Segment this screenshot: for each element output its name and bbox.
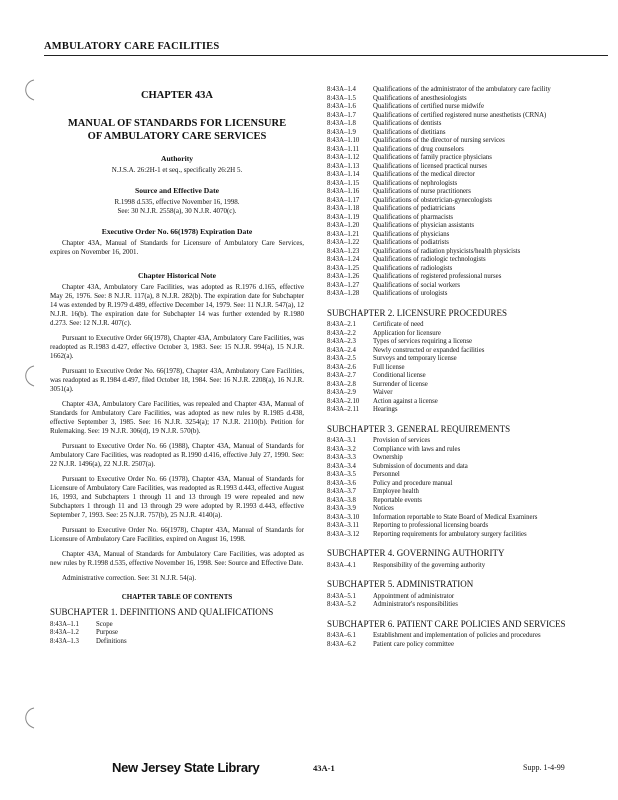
section-number: 8:43A–3.10: [327, 513, 360, 521]
toc-entry: [327, 446, 593, 455]
subchapter-title: SUBCHAPTER 6. PATIENT CARE POLICIES AND SERVICES: [327, 618, 566, 629]
toc-entry: [327, 231, 593, 240]
section-title: Qualifications of dentists: [373, 120, 442, 127]
section-number: 8:43A–5.2: [327, 601, 356, 608]
section-number: 8:43A–2.4: [327, 346, 356, 354]
section-title: Qualifications of anesthesiologists: [373, 94, 467, 102]
section-title: Personnel: [373, 471, 400, 478]
section-number: 8:43A–3.12: [327, 530, 360, 538]
history-paragraph: Pursuant to Executive Order 66(1978), Chapter 43A, Ambulatory Care Facilities, was readopted as R.1983 d.427, effective October 3, 1983. See: 15 N.J.R. 994(a), 15 N.J.R. 1662(a).: [50, 334, 304, 360]
section-number: 8:43A–3.5: [327, 471, 356, 478]
toc-entry: [327, 601, 593, 610]
toc-entry: [327, 514, 593, 523]
section-title: Types of services requiring a license: [373, 338, 472, 345]
section-title: Qualifications of pharmacists: [373, 213, 454, 221]
toc-subchapter: [327, 308, 593, 415]
section-title: Appointment of administrator: [373, 592, 455, 600]
section-number: 8:43A–2.2: [327, 329, 356, 337]
section-number: 8:43A–2.8: [327, 380, 356, 388]
section-title: Establishment and implementation of policies and procedures: [373, 632, 541, 639]
section-title: Qualifications of nephrologists: [373, 179, 458, 187]
section-title: Information reportable to State Board of Medical Examiners: [373, 513, 538, 521]
section-title: Employee health: [373, 488, 419, 495]
section-number: 8:43A–1.13: [327, 162, 360, 170]
subchapter-title: SUBCHAPTER 3. GENERAL REQUIREMENTS: [327, 423, 511, 434]
history-paragraph: Chapter 43A, Manual of Standards for Ambulatory Care Facilities, was adopted as new rules by R.1998 d.535, effective November 16, 1998. See: Source and Effective Date.: [50, 550, 304, 567]
section-title: Qualifications of dietitians: [373, 128, 446, 136]
section-number: 8:43A–3.1: [327, 437, 356, 444]
section-title: Reportable events: [373, 496, 422, 504]
toc-entry: [327, 120, 593, 129]
section-title: Qualifications of drug counselors: [373, 145, 464, 153]
section-number: 8:43A–3.3: [327, 454, 356, 461]
header-rule: [44, 55, 608, 56]
expiration-heading: Executive Order No. 66(1978) Expiration Date: [101, 227, 253, 236]
chapter-title-line: OF AMBULATORY CARE SERVICES: [87, 131, 267, 142]
section-number: 8:43A–1.18: [327, 205, 360, 212]
section-title: Qualifications of licensed practical nurses: [373, 162, 487, 170]
toc-subchapter: [327, 579, 593, 610]
toc-entry: [327, 372, 593, 381]
source-line: See: 30 N.J.R. 2558(a), 30 N.J.R. 4070(c).: [117, 207, 237, 215]
toc-entry: [327, 95, 593, 104]
toc-entry: [327, 137, 593, 146]
toc-entry: [327, 112, 593, 121]
expiration-text: Chapter 43A, Manual of Standards for Licensure of Ambulatory Care Services, expires on November 16, 2001.: [50, 239, 304, 256]
history-paragraph: Pursuant to Executive Order No. 66(1978), Chapter 43A, Manual of Standards for Licensure of Ambulatory Care Facilities, expired on August 16, 1998.: [50, 526, 304, 543]
subchapter-title: SUBCHAPTER 2. LICENSURE PROCEDURES: [327, 307, 508, 318]
section-title: Full license: [373, 363, 405, 371]
section-title: Reporting to professional licensing boards: [373, 522, 489, 529]
section-title: Scope: [96, 620, 113, 628]
section-title: Qualifications of podiatrists: [373, 239, 449, 246]
section-number: 8:43A–1.9: [327, 128, 356, 136]
history-heading: Chapter Historical Note: [138, 271, 216, 280]
binder-hole-mark: [18, 364, 38, 388]
section-title: Patient care policy committee: [373, 640, 454, 648]
toc-entry: [327, 347, 593, 356]
toc-entry: [327, 129, 593, 138]
section-title: Waiver: [373, 389, 393, 396]
toc-entry: [327, 406, 593, 415]
section-title: Policy and procedure manual: [373, 479, 453, 487]
left-column: [50, 86, 304, 646]
source-heading: Source and Effective Date: [134, 186, 219, 195]
section-number: 8:43A–1.22: [327, 239, 360, 246]
toc-left: [50, 607, 304, 646]
section-number: 8:43A–1.27: [327, 281, 360, 289]
section-number: 8:43A–3.9: [327, 505, 356, 512]
section-number: 8:43A–1.20: [327, 222, 360, 229]
section-number: 8:43A–1.28: [327, 290, 360, 297]
library-watermark: New Jersey State Library: [112, 760, 260, 775]
running-head: AMBULATORY CARE FACILITIES: [44, 41, 220, 52]
section-number: 8:43A–1.11: [327, 145, 360, 153]
toc-subchapter: [327, 548, 593, 570]
section-title: Qualifications of physicians: [373, 230, 450, 238]
binder-hole-mark: [18, 78, 38, 102]
toc-entry: [327, 338, 593, 347]
section-title: Qualifications of radiologists: [373, 264, 453, 272]
toc-entry: [327, 163, 593, 172]
section-title: Qualifications of urologists: [373, 290, 448, 297]
section-number: 8:43A–3.7: [327, 488, 356, 495]
section-number: 8:43A–2.1: [327, 321, 356, 328]
section-title: Qualifications of certified nurse midwife: [373, 103, 484, 110]
toc-entry: [327, 497, 593, 506]
section-number: 8:43A–3.2: [327, 445, 356, 453]
section-number: 8:43A–1.14: [327, 171, 360, 178]
section-title: Administrator's responsibilities: [373, 601, 458, 608]
toc-entry: [327, 154, 593, 163]
subchapter-title: SUBCHAPTER 1. DEFINITIONS AND QUALIFICATIONS: [50, 607, 274, 617]
source-line: R.1998 d.535, effective November 16, 1998.: [114, 198, 240, 206]
history-paragraph: Administrative correction. See: 31 N.J.R. 54(a).: [62, 574, 197, 582]
section-title: Ownership: [373, 454, 403, 461]
toc-entry: [327, 522, 593, 531]
supplement-date: Supp. 1-4-99: [523, 763, 565, 772]
section-number: 8:43A–5.1: [327, 592, 356, 600]
section-number: 8:43A–1.7: [327, 111, 356, 119]
page-number: 43A-1: [313, 763, 335, 773]
section-number: 8:43A–1.3: [50, 637, 79, 645]
section-number: 8:43A–1.25: [327, 264, 360, 272]
history-paragraph: Pursuant to Executive Order No. 66(1978), Chapter 43A, Ambulatory Care Facilities, was readopted as R.1984 d.497, filed October 18, 1984. See: 16 N.J.R. 2208(a), 16 N.J.R. 3051(a).: [50, 367, 304, 393]
section-title: Certificate of need: [373, 321, 424, 328]
subchapter-title: SUBCHAPTER 5. ADMINISTRATION: [327, 579, 474, 589]
toc-entry: [327, 488, 593, 497]
section-number: 8:43A–2.5: [327, 355, 356, 362]
chapter-title-line: MANUAL OF STANDARDS FOR LICENSURE: [67, 118, 287, 129]
section-number: 8:43A–3.11: [327, 522, 360, 529]
section-number: 8:43A–6.1: [327, 632, 356, 639]
toc-subchapter: [50, 607, 304, 646]
toc-entry: [327, 364, 593, 373]
toc-entry: [327, 454, 593, 463]
history-paragraph: Chapter 43A, Ambulatory Care Facilities, was adopted as R.1976 d.165, effective May 26, 1976. See: 8 N.J.R. 117(a), 8 N.J.R. 282(b). The expiration date for Subchapter 14 was extended by R.1979 d.489, effective December 14, 1979. See: 11 N.J.R. 547(a), 12 N.J.R. 16(b). The expiration date for Subchapter 14 was further extended by R.1980 d.273. See: 12 N.J.R. 407(c).: [50, 283, 304, 327]
history-paragraph: Pursuant to Executive Order No. 66 (1988), Chapter 43A, Manual of Standards for Ambulatory Care Facilities, was readopted as R.1990 d.416, effective July 27, 1990. See: 22 N.J.R. 1496(a), 22 N.J.R. 2507(a).: [50, 442, 304, 468]
toc-entry: [327, 171, 593, 180]
section-number: 8:43A–1.8: [327, 120, 356, 127]
section-title: Surveys and temporary license: [373, 355, 457, 362]
section-number: 8:43A–2.6: [327, 363, 356, 371]
section-number: 8:43A–1.6: [327, 103, 356, 110]
toc-subchapter: [327, 424, 593, 540]
section-title: Qualifications of registered professional nurses: [373, 273, 502, 280]
toc-entry: [327, 180, 593, 189]
toc-entry: [327, 531, 593, 540]
toc-entry: [327, 505, 593, 514]
binder-hole-mark: [18, 706, 38, 730]
toc-entry: [327, 355, 593, 364]
section-title: Qualifications of obstetrician-gynecologists: [373, 196, 492, 204]
section-number: 8:43A–1.26: [327, 273, 360, 280]
section-number: 8:43A–1.17: [327, 196, 360, 204]
toc-heading: CHAPTER TABLE OF CONTENTS: [121, 593, 233, 601]
section-title: Qualifications of radiation physicists/health physicists: [373, 247, 521, 255]
section-title: Qualifications of physician assistants: [373, 222, 474, 229]
toc-entry: [327, 205, 593, 214]
toc-entry: [327, 389, 593, 398]
toc-entry: [327, 562, 593, 571]
subchapter-title: SUBCHAPTER 4. GOVERNING AUTHORITY: [327, 548, 505, 558]
section-number: 8:43A–1.21: [327, 230, 360, 238]
toc-entry: [327, 398, 593, 407]
toc-entry: [327, 197, 593, 206]
section-number: 8:43A–1.12: [327, 154, 360, 161]
toc-entry: [327, 222, 593, 231]
section-number: 8:43A–4.1: [327, 561, 356, 569]
toc-entry: [327, 282, 593, 291]
section-title: Submission of documents and data: [373, 462, 468, 470]
chapter-number: CHAPTER 43A: [140, 90, 214, 101]
toc-entry: [327, 632, 593, 641]
section-title: Notices: [373, 505, 394, 512]
section-title: Qualifications of family practice physicians: [373, 154, 492, 161]
toc-entry: [50, 638, 304, 647]
section-number: 8:43A–1.24: [327, 256, 360, 263]
toc-entry: [327, 86, 593, 95]
section-title: Qualifications of social workers: [373, 281, 461, 289]
section-number: 8:43A–2.10: [327, 397, 360, 405]
section-title: Qualifications of nurse practitioners: [373, 188, 471, 195]
section-number: 8:43A–2.3: [327, 338, 356, 345]
toc-entry: [327, 593, 593, 602]
section-title: Action against a license: [373, 397, 438, 405]
toc-entry: [327, 471, 593, 480]
section-title: Surrender of license: [373, 380, 428, 388]
section-number: 8:43A–3.6: [327, 479, 356, 487]
section-number: 8:43A–1.1: [50, 620, 79, 628]
section-title: Definitions: [96, 637, 127, 645]
section-title: Conditional license: [373, 372, 426, 379]
section-title: Qualifications of certified registered nurse anesthetists (CRNA): [373, 111, 547, 119]
section-number: 8:43A–1.4: [327, 86, 356, 93]
toc-entry: [327, 214, 593, 223]
section-title: Newly constructed or expanded facilities: [373, 346, 485, 354]
toc-subchapter-1-continued: [327, 86, 593, 299]
section-number: 8:43A–3.4: [327, 462, 356, 470]
authority-text: N.J.S.A. 26:2H-1 et seq., specifically 26:2H 5.: [111, 166, 243, 174]
section-number: 8:43A–1.19: [327, 213, 360, 221]
section-title: Provision of services: [373, 437, 431, 444]
section-title: Qualifications of radiologic technologists: [373, 256, 486, 263]
section-title: Qualifications of the medical director: [373, 171, 475, 178]
section-number: 8:43A–1.10: [327, 137, 360, 144]
history-paragraph: Chapter 43A, Ambulatory Care Facilities, was repealed and Chapter 43A, Manual of Standards for Ambulatory Care Facilities, was adopted as new rules by R.1985 d.438, effective September 3, 1985. See: 16 N.J.R. 3254(a); 17 N.J.R. 2110(b). Petition for Rulemaking. See: 19 N.J.R. 306(d), 19 N.J.R. 570(b).: [50, 400, 304, 435]
section-number: 8:43A–1.5: [327, 94, 356, 102]
toc-entry: [327, 248, 593, 257]
section-title: Reporting requirements for ambulatory surgery facilities: [373, 530, 527, 538]
toc-entry: [327, 321, 593, 330]
section-title: Hearings: [373, 406, 398, 413]
section-title: Qualifications of the director of nursing services: [373, 137, 505, 144]
toc-entry: [327, 273, 593, 282]
toc-entry: [327, 239, 593, 248]
toc-entry: [50, 621, 304, 630]
section-number: 8:43A–1.16: [327, 188, 360, 195]
section-number: 8:43A–2.7: [327, 372, 356, 379]
section-title: Responsibility of the governing authority: [373, 561, 486, 569]
toc-entry: [327, 641, 593, 650]
toc-entry: [327, 256, 593, 265]
right-column: [327, 86, 593, 649]
toc-entry: [50, 629, 304, 638]
section-title: Compliance with laws and rules: [373, 445, 461, 453]
section-number: 8:43A–1.15: [327, 179, 360, 187]
history-paragraph: Pursuant to Executive Order No. 66 (1978), Chapter 43A, Manual of Standards for Licensure of Ambulatory Care Facilities, was readopted as R.1993 d.443, effective August 16, 1993, and Subchapters 1 through 11 and 13 through 19 were repealed and new Subchapters 1 through 11 and 13 through 29 were adopted by R.1993 d.443, effective September 7, 1993. See: 25 N.J.R. 757(b), 25 N.J.R. 4140(a).: [50, 475, 304, 519]
section-number: 8:43A–6.2: [327, 640, 356, 648]
section-number: 8:43A–2.11: [327, 406, 360, 413]
section-number: 8:43A–1.23: [327, 247, 360, 255]
toc-entry: [327, 290, 593, 299]
section-title: Purpose: [96, 629, 118, 636]
toc-entry: [327, 437, 593, 446]
toc-entry: [327, 330, 593, 339]
section-number: 8:43A–3.8: [327, 496, 356, 504]
toc-entry: [327, 265, 593, 274]
toc-subchapter: [327, 619, 593, 650]
chapter-title: [50, 117, 304, 143]
section-title: Application for licensure: [373, 329, 441, 337]
toc-right: [327, 308, 593, 650]
section-number: 8:43A–2.9: [327, 389, 356, 396]
history-paragraphs: [50, 283, 304, 583]
section-number: 8:43A–1.2: [50, 629, 79, 636]
toc-entry: [327, 381, 593, 390]
toc-entry: [327, 480, 593, 489]
authority-heading: Authority: [160, 154, 194, 163]
section-title: Qualifications of pediatricians: [373, 205, 456, 212]
toc-entry: [327, 463, 593, 472]
toc-entry: [327, 188, 593, 197]
toc-entry: [327, 103, 593, 112]
toc-entry: [327, 146, 593, 155]
section-title: Qualifications of the administrator of the ambulatory care facility: [373, 86, 551, 93]
